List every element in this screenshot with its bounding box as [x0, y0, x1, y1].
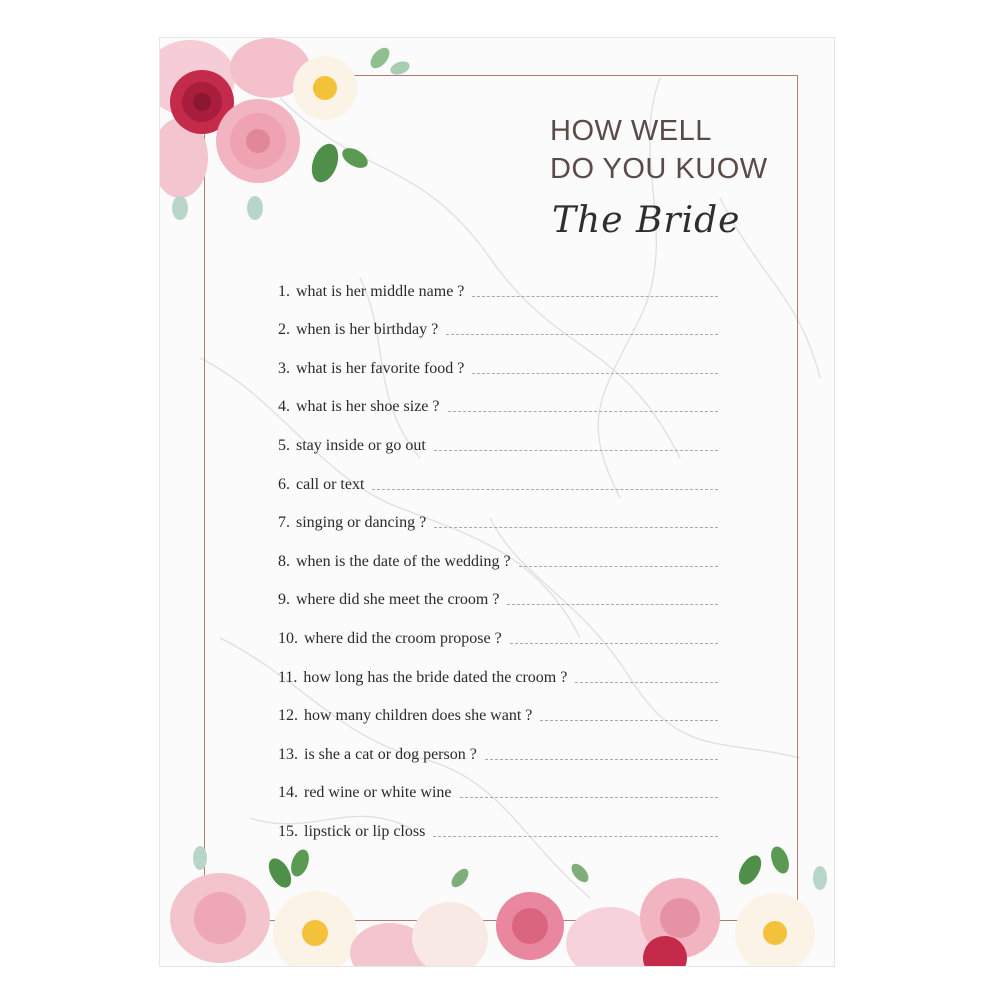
question-text: how long has the bride dated the croom ? — [303, 668, 568, 686]
question-text: when is her birthday ? — [296, 321, 439, 339]
question-item — [278, 687, 718, 726]
answer-line[interactable] — [433, 835, 718, 837]
title-line-2: DO YOU KUOW — [550, 153, 768, 185]
question-item — [278, 532, 718, 571]
question-item — [278, 378, 718, 417]
answer-line[interactable] — [472, 372, 718, 374]
question-text: red wine or white wine — [304, 784, 452, 802]
answer-line[interactable] — [519, 565, 718, 567]
question-item — [278, 648, 718, 687]
game-card — [160, 38, 834, 966]
question-text: lipstick or lip closs — [304, 822, 426, 840]
question-text: when is the date of the wedding ? — [296, 552, 511, 570]
question-text: what is her middle name ? — [296, 282, 465, 300]
answer-line[interactable] — [575, 681, 718, 683]
answer-line[interactable] — [446, 333, 718, 335]
question-item — [278, 494, 718, 533]
question-text: where did the croom propose ? — [304, 629, 502, 647]
question-text: is she a cat or dog person ? — [304, 745, 477, 763]
question-number: 10. — [278, 629, 298, 647]
question-number: 5. — [278, 436, 290, 454]
question-number: 4. — [278, 398, 290, 416]
question-number: 2. — [278, 321, 290, 339]
answer-line[interactable] — [472, 295, 718, 297]
answer-line[interactable] — [540, 719, 718, 721]
answer-line[interactable] — [372, 488, 718, 490]
question-text: what is her shoe size ? — [296, 398, 440, 416]
question-item — [278, 416, 718, 455]
question-text: what is her favorite food ? — [296, 359, 465, 377]
question-text: stay inside or go out — [296, 436, 426, 454]
question-text: where did she meet the croom ? — [296, 591, 500, 609]
question-item — [278, 455, 718, 494]
title-line-1: HOW WELL — [550, 115, 712, 147]
question-number: 12. — [278, 707, 298, 725]
question-item — [278, 571, 718, 610]
question-number: 15. — [278, 822, 298, 840]
question-number: 9. — [278, 591, 290, 609]
question-item — [278, 339, 718, 378]
question-text: call or text — [296, 475, 365, 493]
question-number: 6. — [278, 475, 290, 493]
question-number: 11. — [278, 668, 298, 686]
question-text: singing or dancing ? — [296, 514, 427, 532]
question-list — [278, 262, 718, 841]
answer-line[interactable] — [460, 796, 718, 798]
question-text: how many children does she want ? — [304, 707, 533, 725]
question-number: 13. — [278, 745, 298, 763]
answer-line[interactable] — [448, 410, 718, 412]
question-item — [278, 262, 718, 301]
question-item — [278, 725, 718, 764]
question-number: 14. — [278, 784, 298, 802]
title-script: The Bride — [552, 200, 741, 241]
question-item — [278, 301, 718, 340]
question-item — [278, 764, 718, 803]
answer-line[interactable] — [507, 603, 718, 605]
answer-line[interactable] — [485, 758, 718, 760]
question-item — [278, 802, 718, 841]
question-number: 1. — [278, 282, 290, 300]
answer-line[interactable] — [434, 526, 718, 528]
question-number: 8. — [278, 552, 290, 570]
answer-line[interactable] — [510, 642, 718, 644]
question-item — [278, 609, 718, 648]
question-number: 3. — [278, 359, 290, 377]
answer-line[interactable] — [434, 449, 718, 451]
question-number: 7. — [278, 514, 290, 532]
